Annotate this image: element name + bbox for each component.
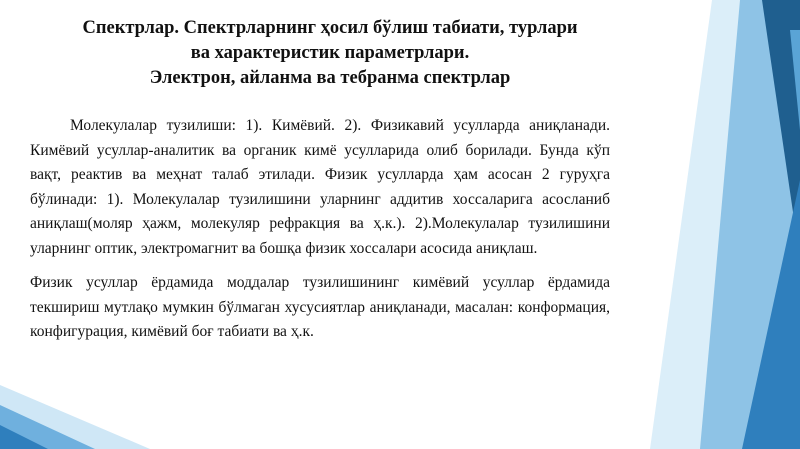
title-line-2: ва характеристик параметрлари. bbox=[190, 43, 470, 63]
title-line-1: Спектрлар. Спектрларнинг ҳосил бўлиш табиати, турлари bbox=[82, 18, 578, 38]
paragraph-2: Физик усуллар ёрдамида моддалар тузилишининг кимёвий усуллар ёрдамида текшириш мутлақо мумкин бўлмаган хусусиятлар аниқланади, масалан: конформация, конфигурация, кимёвий боғ табиати ва ҳ.к. bbox=[30, 274, 610, 340]
slide-title bbox=[30, 16, 630, 91]
title-line-3: Электрон, айланма ва тебранма спектрлар bbox=[149, 68, 511, 88]
slide-body bbox=[30, 114, 610, 345]
paragraph-1: Молекулалар тузилиши: 1). Кимёвий. 2). Физикавий усулларда аниқланади. Кимёвий усуллар-аналитик ва органик кимё усулларида олиб борилади. Бунда кўп вақт, реактив ва меҳнат талаб этилади. Физик усулларда ҳам асосан 2 гуруҳга бўлинади: 1). Молекулалар тузилишини уларнинг аддитив хоссаларига асосланиб аниқлаш(моляр ҳажм, молекуляр рефракция ва ҳ.к.). 2).Молекулалар тузилишини уларнинг оптик, электромагнит ва бошқа физик хоссалари асосида аниқлаш. bbox=[30, 117, 610, 257]
